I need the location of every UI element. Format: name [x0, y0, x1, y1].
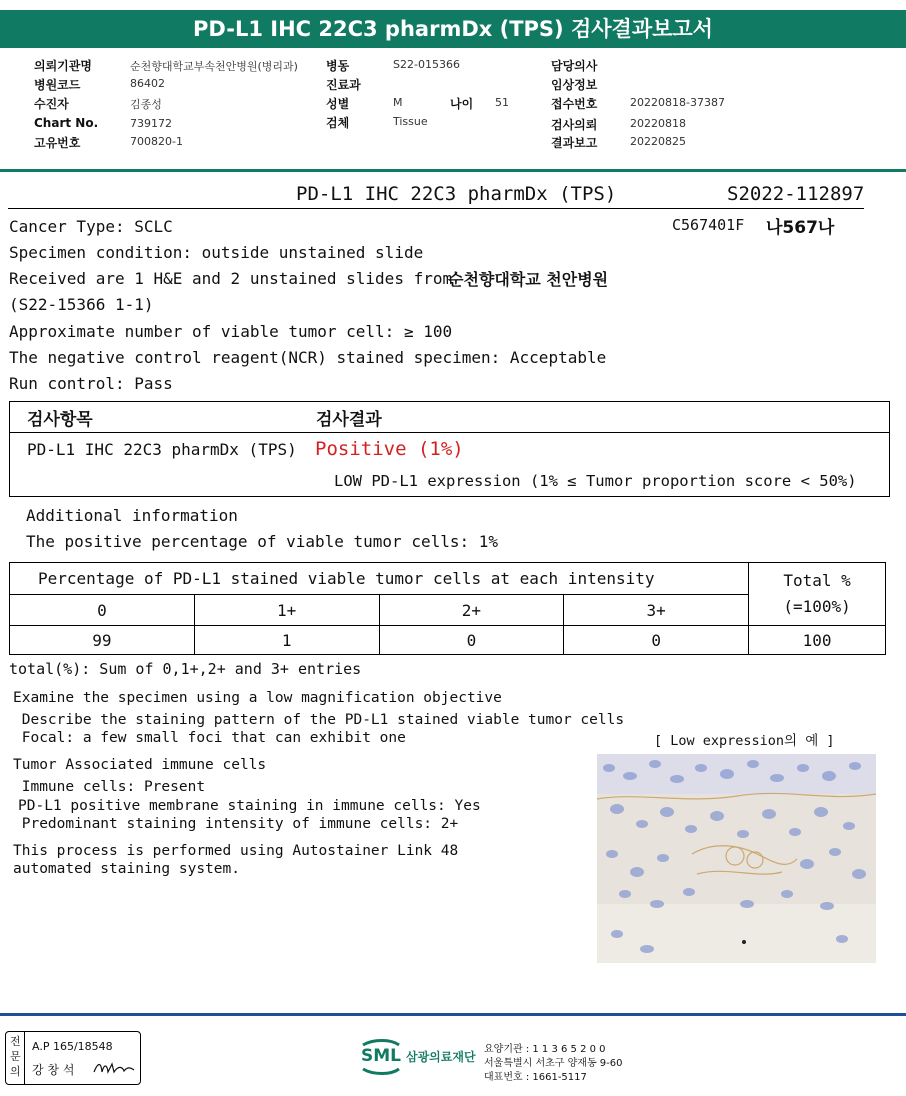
value-patient: 김종성: [130, 98, 162, 111]
positive-percentage: The positive percentage of viable tumor cells: 1%: [26, 532, 499, 551]
note-line-5: Immune cells: Present: [13, 779, 206, 795]
value-total: 100: [749, 626, 886, 655]
value-report-date: 20220825: [630, 135, 686, 148]
total-header-line2: (=100%): [783, 597, 851, 616]
level-0: 0: [10, 595, 195, 626]
label-department: 진료과: [326, 78, 361, 92]
value-hospital-code: 86402: [130, 77, 165, 90]
note-line-1: Examine the specimen using a low magnification objective: [13, 690, 502, 706]
label-sex: 성별: [326, 97, 350, 111]
signature-icon: [92, 1058, 136, 1078]
total-note: total(%): Sum of 0,1+,2+ and 3+ entries: [9, 660, 362, 678]
note-line-8: This process is performed using Autostainer Link 48: [13, 843, 459, 859]
facility-code: 요양기관 : 1 1 3 6 5 2 0 0: [484, 1044, 606, 1055]
additional-title: Additional information: [26, 506, 238, 525]
footer-divider: [0, 1013, 906, 1016]
value-request-date: 20220818: [630, 117, 686, 130]
result-box-divider: [9, 432, 889, 433]
expression-level: LOW PD-L1 expression (1% ≤ Tumor proportion score < 50%): [334, 472, 857, 490]
label-clinical-info: 임상정보: [551, 78, 598, 92]
address: 서울특별시 서초구 양재동 9-60: [484, 1058, 623, 1069]
viable-tumor-count: Approximate number of viable tumor cell: ≥ 100: [9, 322, 453, 341]
label-chart-no: Chart No.: [34, 116, 99, 130]
value-level-0: 99: [10, 626, 195, 655]
label-receipt-no: 접수번호: [551, 97, 598, 111]
logo-text: SML: [361, 1046, 401, 1066]
example-micrograph: [597, 754, 876, 963]
micrograph-image: [597, 754, 876, 963]
received-slides: Received are 1 H&E and 2 unstained slides from: [9, 269, 453, 288]
value-ward: S22-015366: [393, 58, 460, 71]
label-ward: 병동: [326, 59, 350, 73]
label-specimen: 검체: [326, 116, 350, 130]
specimen-code: C567401F: [672, 216, 745, 234]
specialist-stamp: [5, 1031, 141, 1085]
total-header: [749, 563, 886, 626]
col-header-result: 검사결과: [316, 410, 382, 430]
note-line-9: automated staining system.: [13, 861, 240, 877]
slide-id: (S22-15366 1-1): [9, 295, 154, 314]
code-mark: 나567나: [766, 218, 835, 238]
label-doctor: 담당의사: [551, 59, 598, 73]
level-3plus: 3+: [564, 595, 749, 626]
report-title: PD-L1 IHC 22C3 pharmDx (TPS) 검사결과보고서: [0, 10, 906, 48]
report-id: S2022-112897: [727, 183, 865, 205]
title-underline: [8, 208, 864, 209]
header-divider: [0, 169, 906, 172]
value-age: 51: [495, 96, 509, 109]
ap-number: A.P 165/18548: [32, 1040, 113, 1053]
result-value: Positive (1%): [315, 438, 464, 460]
value-chart-no: 739172: [130, 117, 172, 130]
org-name: 삼광의료재단: [406, 1050, 476, 1064]
label-unique-no: 고유번호: [34, 136, 81, 150]
value-level-2plus: 0: [379, 626, 564, 655]
value-specimen: Tissue: [393, 115, 428, 128]
label-report-date: 결과보고: [551, 136, 598, 150]
test-title: PD-L1 IHC 22C3 pharmDx (TPS): [296, 183, 617, 205]
note-line-3: Focal: a few small foci that can exhibit one: [13, 730, 406, 746]
note-line-7: Predominant staining intensity of immune cells: 2+: [13, 816, 459, 832]
total-header-line1: Total %: [783, 571, 851, 590]
label-patient: 수진자: [34, 97, 69, 111]
value-level-3plus: 0: [564, 626, 749, 655]
stamp-side-label: 전문의: [10, 1035, 21, 1078]
intensity-table: [9, 562, 886, 655]
label-request-date: 검사의뢰: [551, 118, 598, 132]
run-control: Run control: Pass: [9, 374, 173, 393]
sml-logo: [359, 1037, 403, 1081]
value-unique-no: 700820-1: [130, 135, 183, 148]
result-item: PD-L1 IHC 22C3 pharmDx (TPS): [27, 440, 297, 459]
col-header-item: 검사항목: [27, 410, 93, 430]
level-2plus: 2+: [379, 595, 564, 626]
label-hospital-code: 병원코드: [34, 78, 81, 92]
value-receipt-no: 20220818-37387: [630, 96, 725, 109]
example-caption: [ Low expression의 예 ]: [654, 733, 835, 749]
value-institution: 순천향대학교부속천안병원(병리과): [130, 60, 298, 73]
intensity-table-header: Percentage of PD-L1 stained viable tumor cells at each intensity: [10, 563, 749, 595]
value-sex: M: [393, 96, 403, 109]
value-level-1plus: 1: [194, 626, 379, 655]
note-line-6: PD-L1 positive membrane staining in immune cells: Yes: [18, 798, 481, 814]
note-line-4: Tumor Associated immune cells: [13, 757, 267, 773]
level-1plus: 1+: [194, 595, 379, 626]
label-institution: 의뢰기관명: [34, 59, 92, 73]
label-age: 나이: [450, 97, 474, 111]
ncr-result: The negative control reagent(NCR) stained specimen: Acceptable: [9, 348, 607, 367]
specimen-condition: Specimen condition: outside unstained slide: [9, 243, 424, 262]
phone: 대표번호 : 1661-5117: [484, 1072, 587, 1083]
note-line-2: Describe the staining pattern of the PD-L1 stained viable tumor cells: [13, 712, 625, 728]
cancer-type: Cancer Type: SCLC: [9, 217, 173, 236]
hospital-name: 순천향대학교 천안병원: [448, 270, 609, 289]
pathologist-name: 강 창 석: [32, 1063, 75, 1077]
